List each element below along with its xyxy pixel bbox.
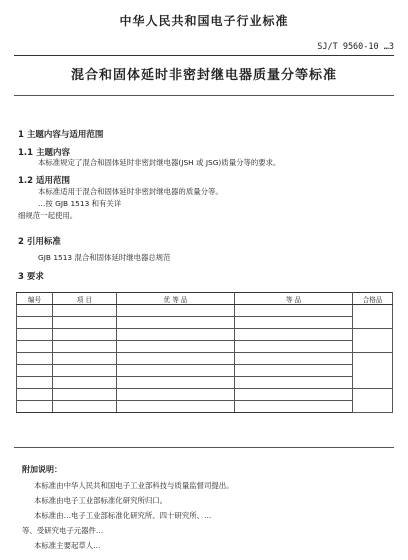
header-rule — [14, 55, 394, 56]
cell-grade-a — [117, 377, 235, 389]
cell-grade-b — [235, 329, 353, 341]
cell-no — [17, 389, 53, 401]
cell-no — [17, 317, 53, 329]
table-row — [17, 329, 393, 341]
cell-grade-b — [235, 353, 353, 365]
table-row — [17, 365, 393, 377]
addendum-line: 本标准由电子工业部标准化研究所归口。 — [34, 496, 168, 505]
cell-grade-b — [235, 317, 353, 329]
cell-no — [17, 377, 53, 389]
side-label — [353, 353, 393, 389]
section-1-2-text-3: 细规范一起使用。 — [18, 211, 78, 220]
section-1-2-text-1: 本标准适用于混合和固体延时非密封继电器的质量分等。 — [38, 187, 223, 196]
table-row — [17, 377, 393, 389]
cell-no — [17, 401, 53, 413]
col-header-class: 合格品 — [353, 293, 393, 305]
cell-grade-b — [235, 305, 353, 317]
side-label — [353, 389, 393, 413]
table-row — [17, 401, 393, 413]
table-row — [17, 353, 393, 365]
cell-item — [53, 365, 117, 377]
cell-no — [17, 305, 53, 317]
addendum-line: 本标准由…电子工业部标准化研究所、四十研究所、… — [34, 511, 212, 520]
cell-item — [53, 317, 117, 329]
col-header-grade-a: 优 等 品 — [117, 293, 235, 305]
cell-item — [53, 329, 117, 341]
col-header-grade-b: 等 品 — [235, 293, 353, 305]
cell-grade-b — [235, 365, 353, 377]
table-row — [17, 305, 393, 317]
standard-number: SJ/T 9560-10 …3 — [317, 42, 394, 52]
cell-grade-b — [235, 341, 353, 353]
section-1-1-heading: 1.1 主题内容 — [18, 148, 71, 158]
table-header-row — [17, 293, 393, 305]
cell-item — [53, 389, 117, 401]
cell-item — [53, 341, 117, 353]
cell-grade-a — [117, 365, 235, 377]
cell-no — [17, 353, 53, 365]
cell-grade-b — [235, 377, 353, 389]
cell-no — [17, 365, 53, 377]
cell-item — [53, 305, 117, 317]
col-header-item: 项 目 — [53, 293, 117, 305]
addendum-line: 本标准由中华人民共和国电子工业部科技与质量监督司提出。 — [34, 481, 234, 490]
cell-grade-a — [117, 389, 235, 401]
cell-item — [53, 377, 117, 389]
table-row — [17, 389, 393, 401]
title-rule — [14, 95, 394, 96]
section-3-heading: 3 要求 — [18, 272, 44, 282]
side-label — [353, 329, 393, 353]
cell-grade-a — [117, 305, 235, 317]
side-label — [353, 305, 393, 329]
table-row — [17, 341, 393, 353]
addendum-heading: 附加说明： — [22, 465, 62, 474]
cell-no — [17, 341, 53, 353]
cell-grade-a — [117, 401, 235, 413]
addendum-line: 等、受研究电子元器件… — [22, 526, 104, 535]
cell-grade-a — [117, 341, 235, 353]
section-1-2-text-2: …按 GJB 1513 和有关详 — [38, 199, 122, 208]
section-1-heading: 1 主题内容与适用范围 — [18, 130, 104, 140]
cell-grade-a — [117, 329, 235, 341]
section-1-2-heading: 1.2 适用范围 — [18, 176, 71, 186]
section-2-text: GJB 1513 混合和固体延时继电器总规范 — [38, 253, 171, 262]
section-2-heading: 2 引用标准 — [18, 237, 61, 247]
cell-grade-b — [235, 401, 353, 413]
cell-no — [17, 329, 53, 341]
cell-grade-a — [117, 317, 235, 329]
addendum-rule — [14, 447, 394, 448]
col-header-no: 编号 — [17, 293, 53, 305]
cell-item — [53, 353, 117, 365]
document-title: 混合和固体延时非密封继电器质量分等标准 — [70, 68, 337, 83]
issuer-header: 中华人民共和国电子行业标准 — [119, 14, 289, 28]
table-row — [17, 317, 393, 329]
cell-grade-a — [117, 353, 235, 365]
cell-item — [53, 401, 117, 413]
cell-grade-b — [235, 389, 353, 401]
section-1-1-text: 本标准规定了混合和固体延时非密封继电器(JSH 或 JSG)质量分等的要求。 — [38, 158, 281, 167]
requirements-table — [16, 292, 393, 413]
addendum-line: 本标准主要起草人… — [34, 541, 101, 550]
